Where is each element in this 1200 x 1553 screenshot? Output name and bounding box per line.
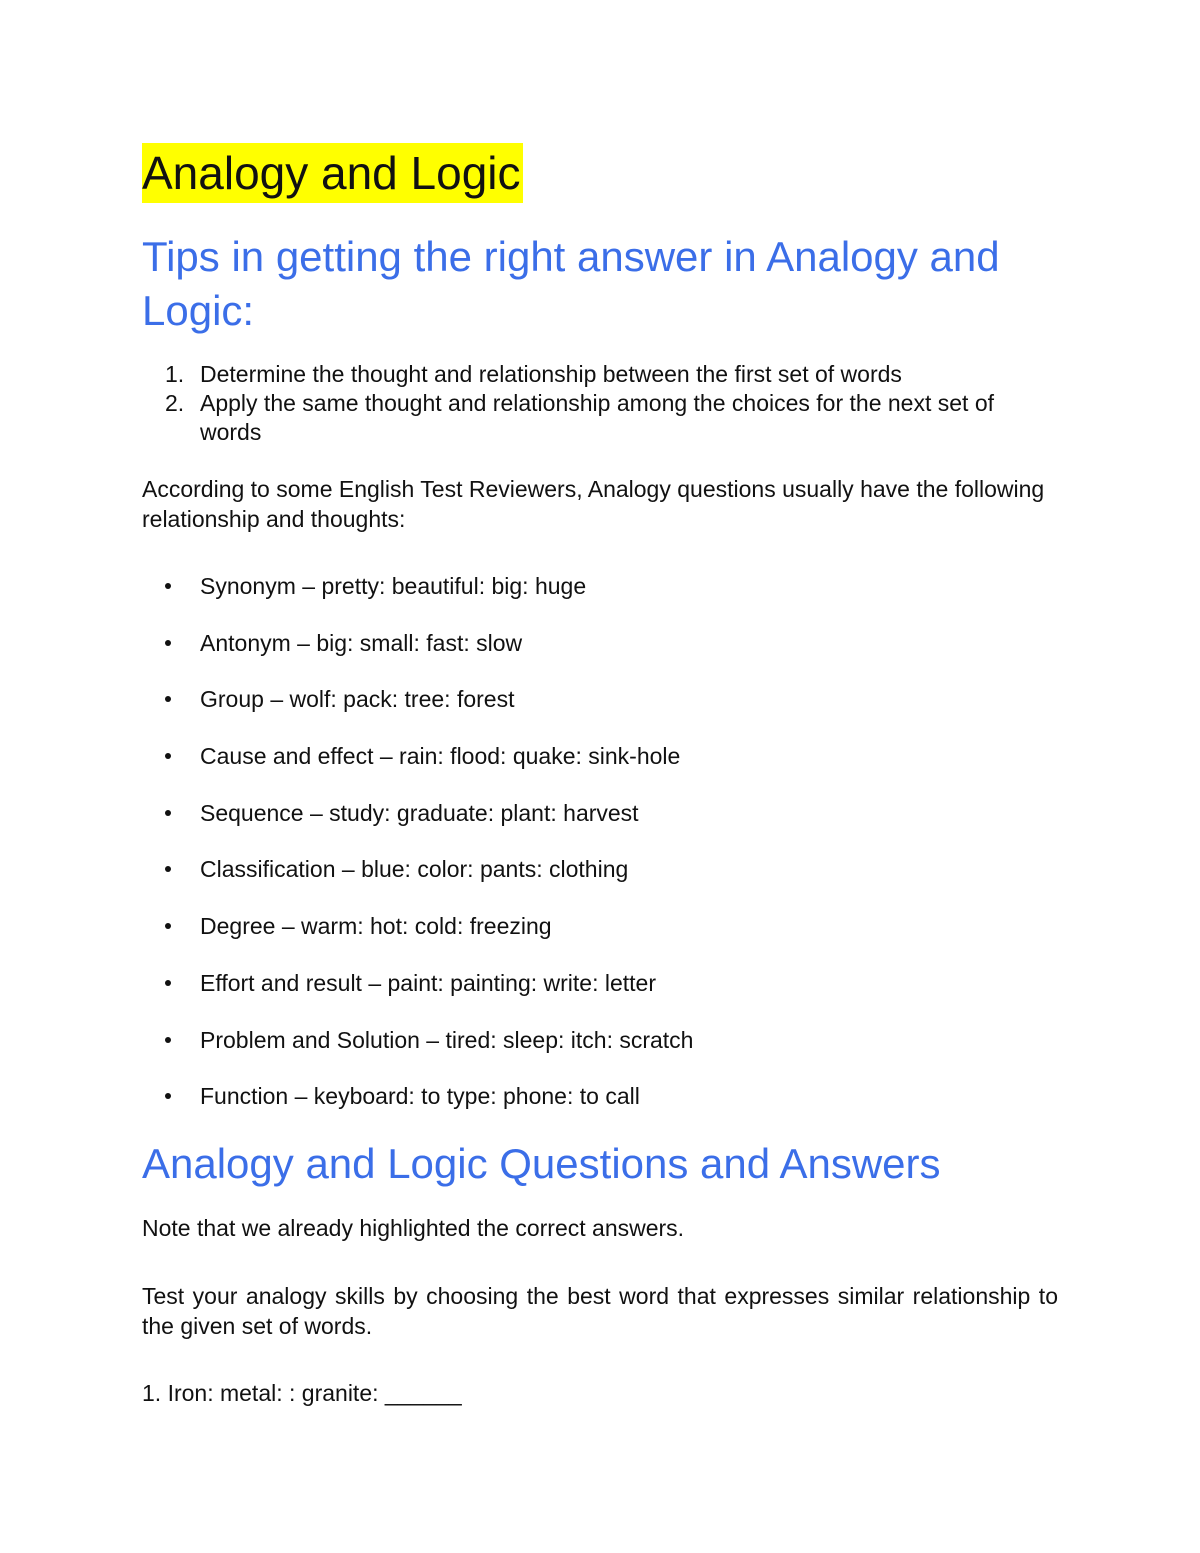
list-item-text: Group – wolf: pack: tree: forest [200, 686, 515, 713]
relationship-list [142, 570, 1058, 1137]
list-item [142, 1080, 1058, 1137]
list-item [142, 1024, 1058, 1081]
instruction-text: Test your analogy skills by choosing the best word that expresses similar relationship to the given set of words. [142, 1283, 1058, 1339]
list-item-text: Apply the same thought and relationship among the choices for the next set of words [200, 390, 994, 445]
tips-list [142, 360, 1058, 447]
bullet-icon [165, 923, 171, 929]
bullet-icon [165, 866, 171, 872]
intro-paragraph: According to some English Test Reviewers, Analogy questions usually have the following relationship and thoughts: [142, 476, 1045, 532]
list-item-text: Function – keyboard: to type: phone: to call [200, 1083, 640, 1110]
list-item-text: Effort and result – paint: painting: write: letter [200, 969, 656, 996]
list-item-text: Problem and Solution – tired: sleep: itch: scratch [200, 1026, 694, 1053]
list-item [142, 570, 1058, 627]
list-item [142, 853, 1058, 910]
question-1: 1. Iron: metal: : granite: ______ [142, 1380, 462, 1406]
list-item [142, 797, 1058, 854]
list-item [142, 967, 1058, 1024]
bullet-icon [165, 1093, 171, 1099]
list-item [142, 910, 1058, 967]
list-item-text: Cause and effect – rain: flood: quake: sink-hole [200, 743, 681, 770]
bullet-icon [165, 583, 171, 589]
bullet-icon [165, 640, 171, 646]
list-item-text: Determine the thought and relationship between the first set of words [200, 361, 902, 387]
list-item [142, 627, 1058, 684]
list-item [142, 360, 1058, 389]
list-item-text: Classification – blue: color: pants: clothing [200, 856, 629, 883]
page-title: Analogy and Logic [142, 143, 523, 203]
bullet-icon [165, 753, 171, 759]
list-number: 1. [165, 361, 185, 387]
list-item [142, 389, 1058, 447]
note-text: Note that we already highlighted the correct answers. [142, 1215, 685, 1241]
list-item-text: Synonym – pretty: beautiful: big: huge [200, 573, 587, 599]
list-item-text: Degree – warm: hot: cold: freezing [200, 913, 552, 940]
bullet-icon [165, 1037, 171, 1043]
qa-heading: Analogy and Logic Questions and Answers [142, 1140, 941, 1187]
bullet-icon [165, 980, 171, 986]
tips-heading: Tips in getting the right answer in Analogy and Logic: [142, 233, 1000, 334]
bullet-icon [165, 696, 171, 702]
list-number: 2. [165, 390, 185, 416]
list-item [142, 740, 1058, 797]
list-item-text: Antonym – big: small: fast: slow [200, 629, 523, 656]
bullet-icon [165, 810, 171, 816]
list-item-text: Sequence – study: graduate: plant: harvest [200, 799, 639, 826]
list-item [142, 683, 1058, 740]
